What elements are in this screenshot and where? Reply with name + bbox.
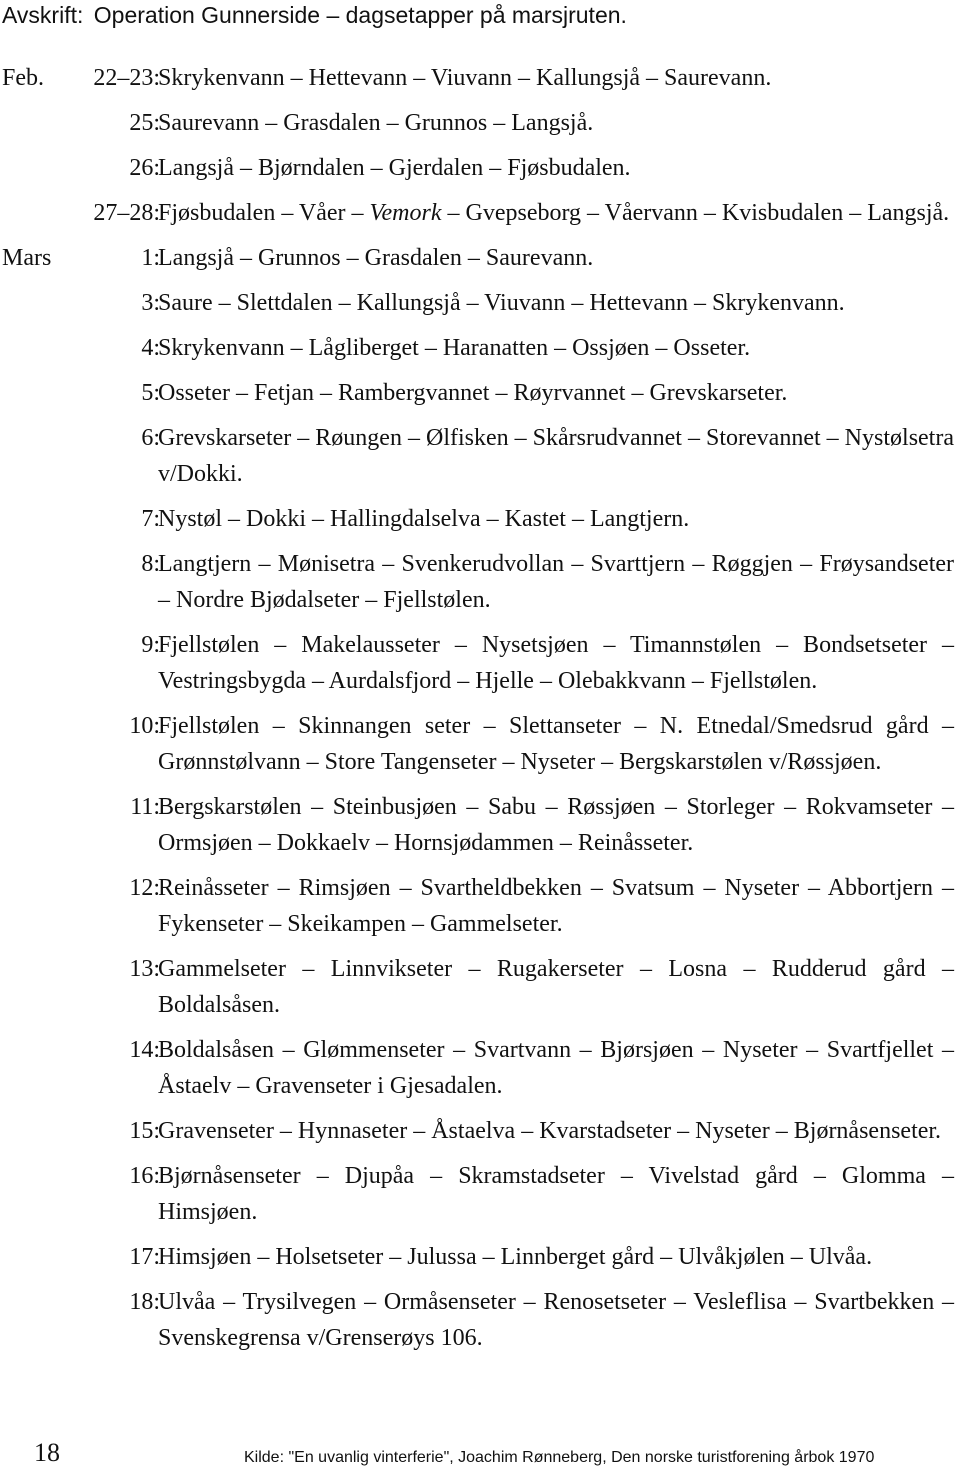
- itinerary-entry: [0, 285, 955, 321]
- entry-route: Fjellstølen – Skinnangen seter – Slettanseter – N. Etnedal/Smedsrud gård – Grønnstølvann – Store Tangenseter – Nyseter – Bergskarstølen v/Røssjøen.: [158, 713, 954, 775]
- route-italic-place: Vemork: [369, 200, 442, 226]
- entry-day: 26:: [129, 155, 160, 181]
- entry-route: Reinåsseter – Rimsjøen – Svartheldbekken – Svatsum – Nyseter – Abbortjern – Fykenseter – Skeikampen – Gammelseter.: [158, 875, 954, 937]
- source-citation: Kilde: "En uvanlig vinterferie", Joachim Rønneberg, Den norske turistforening årbok 1970: [244, 1449, 875, 1466]
- entry-route: Skrykenvann – Hettevann – Viuvann – Kallungsjå – Saurevann.: [158, 65, 772, 91]
- entry-route: Skrykenvann – Lågliberget – Haranatten – Ossjøen – Osseter.: [158, 335, 751, 361]
- itinerary-entry: [0, 60, 955, 96]
- route-part: Fjøsbudalen – Våer –: [158, 200, 370, 226]
- itinerary-entry: [0, 195, 955, 231]
- entry-route: Osseter – Fetjan – Rambergvannet – Røyrvannet – Grevskarseter.: [158, 380, 788, 406]
- entry-day: 4:: [141, 335, 160, 361]
- entry-route: Ulvåa – Trysilvegen – Ormåsenseter – Renosetseter – Vesleflisa – Svartbekken – Svenskegrensa v/Grenserøys 106.: [158, 1289, 954, 1351]
- itinerary-entry: [0, 870, 955, 942]
- entry-day: 13:: [129, 956, 160, 982]
- entry-route: Saure – Slettdalen – Kallungsjå – Viuvann – Hettevann – Skrykenvann.: [158, 290, 845, 316]
- itinerary-entry: [0, 1284, 955, 1356]
- itinerary-entry: [0, 420, 955, 492]
- entry-route: Saurevann – Grasdalen – Grunnos – Langsjå.: [158, 110, 594, 136]
- entry-route: Langsjå – Bjørndalen – Gjerdalen – Fjøsbudalen.: [158, 155, 631, 181]
- entry-route: Fjellstølen – Makelausseter – Nysetsjøen – Timannstølen – Bondsetseter – Vestringsbygda – Aurdalsfjord – Hjelle – Olebakkvann – Fjellstølen.: [158, 632, 954, 694]
- entry-route: Gravenseter – Hynnaseter – Åstaelva – Kvarstadseter – Nyseter – Bjørnåsenseter.: [158, 1118, 942, 1144]
- itinerary-entry: [0, 1113, 955, 1149]
- entry-route: Langsjå – Grunnos – Grasdalen – Saurevann.: [158, 245, 594, 271]
- itinerary-entry: [0, 1158, 955, 1230]
- entry-day: 6:: [141, 425, 160, 451]
- entry-day: 3:: [141, 290, 160, 316]
- entry-day: 7:: [141, 506, 160, 532]
- itinerary-entry: [0, 105, 955, 141]
- entry-day: 1:: [141, 245, 160, 271]
- heading-colon: :: [76, 2, 84, 28]
- entry-day: 17:: [129, 1244, 160, 1270]
- itinerary-entry: [0, 150, 955, 186]
- itinerary-entry: [0, 240, 955, 276]
- itinerary-entry: [0, 1239, 955, 1275]
- entry-day: 18:: [129, 1289, 160, 1315]
- itinerary-entry: [0, 546, 955, 618]
- itinerary-list: [0, 60, 955, 1365]
- entry-route: Bergskarstølen – Steinbusjøen – Sabu – Røssjøen – Storleger – Rokvamseter – Ormsjøen – Dokkaelv – Hornsjødammen – Reinåsseter.: [158, 794, 954, 856]
- entry-day: 14:: [129, 1037, 160, 1063]
- entry-day: 15:: [129, 1118, 160, 1144]
- itinerary-entry: [0, 951, 955, 1023]
- itinerary-entry: [0, 708, 955, 780]
- entry-route: Himsjøen – Holsetseter – Julussa – Linnberget gård – Ulvåkjølen – Ulvåa.: [158, 1244, 873, 1270]
- document-heading: [2, 0, 627, 30]
- itinerary-entry: [0, 789, 955, 861]
- heading-text: Operation Gunnerside – dagsetapper på marsjruten.: [93, 2, 627, 28]
- itinerary-entry: [0, 1032, 955, 1104]
- itinerary-entry: [0, 375, 955, 411]
- entry-route: Grevskarseter – Røungen – Ølfisken – Skårsrudvannet – Storevannet – Nystølsetra v/Dokki.: [158, 425, 954, 487]
- entry-day: 11:: [130, 794, 160, 820]
- heading-label: Avskrift: [2, 2, 77, 28]
- entry-day: 12:: [129, 875, 160, 901]
- itinerary-entry: [0, 330, 955, 366]
- itinerary-entry: [0, 501, 955, 537]
- entry-day: 25:: [129, 110, 160, 136]
- page-number: 18: [34, 1438, 60, 1467]
- entry-route: Boldalsåsen – Glømmenseter – Svartvann – Bjørsjøen – Nyseter – Svartfjellet – Åstaelv – Gravenseter i Gjesadalen.: [158, 1037, 954, 1099]
- entry-route: Gammelseter – Linnvikseter – Rugakerseter – Losna – Rudderud gård – Boldalsåsen.: [158, 956, 954, 1018]
- entry-day: 10:: [129, 713, 160, 739]
- entry-route: [158, 195, 954, 231]
- entry-day: 9:: [141, 632, 160, 658]
- entry-day: 16:: [129, 1163, 160, 1189]
- entry-day: 27–28:: [93, 200, 160, 226]
- entry-route: Nystøl – Dokki – Hallingdalselva – Kastet – Langtjern.: [158, 506, 690, 532]
- entry-route: Bjørnåsenseter – Djupåa – Skramstadseter – Vivelstad gård – Glomma – Himsjøen.: [158, 1163, 954, 1225]
- route-part: – Gvepseborg – Våervann – Kvisbudalen – Langsjå.: [441, 200, 950, 226]
- itinerary-entry: [0, 627, 955, 699]
- entry-day: 8:: [141, 551, 160, 577]
- entry-month: Feb.: [2, 65, 44, 91]
- entry-month: Mars: [2, 245, 52, 271]
- entry-day: 5:: [141, 380, 160, 406]
- entry-day: 22–23:: [93, 65, 160, 91]
- entry-route: Langtjern – Mønisetra – Svenkerudvollan – Svarttjern – Røggjen – Frøysandseter – Nordre Bjødalseter – Fjellstølen.: [158, 551, 954, 613]
